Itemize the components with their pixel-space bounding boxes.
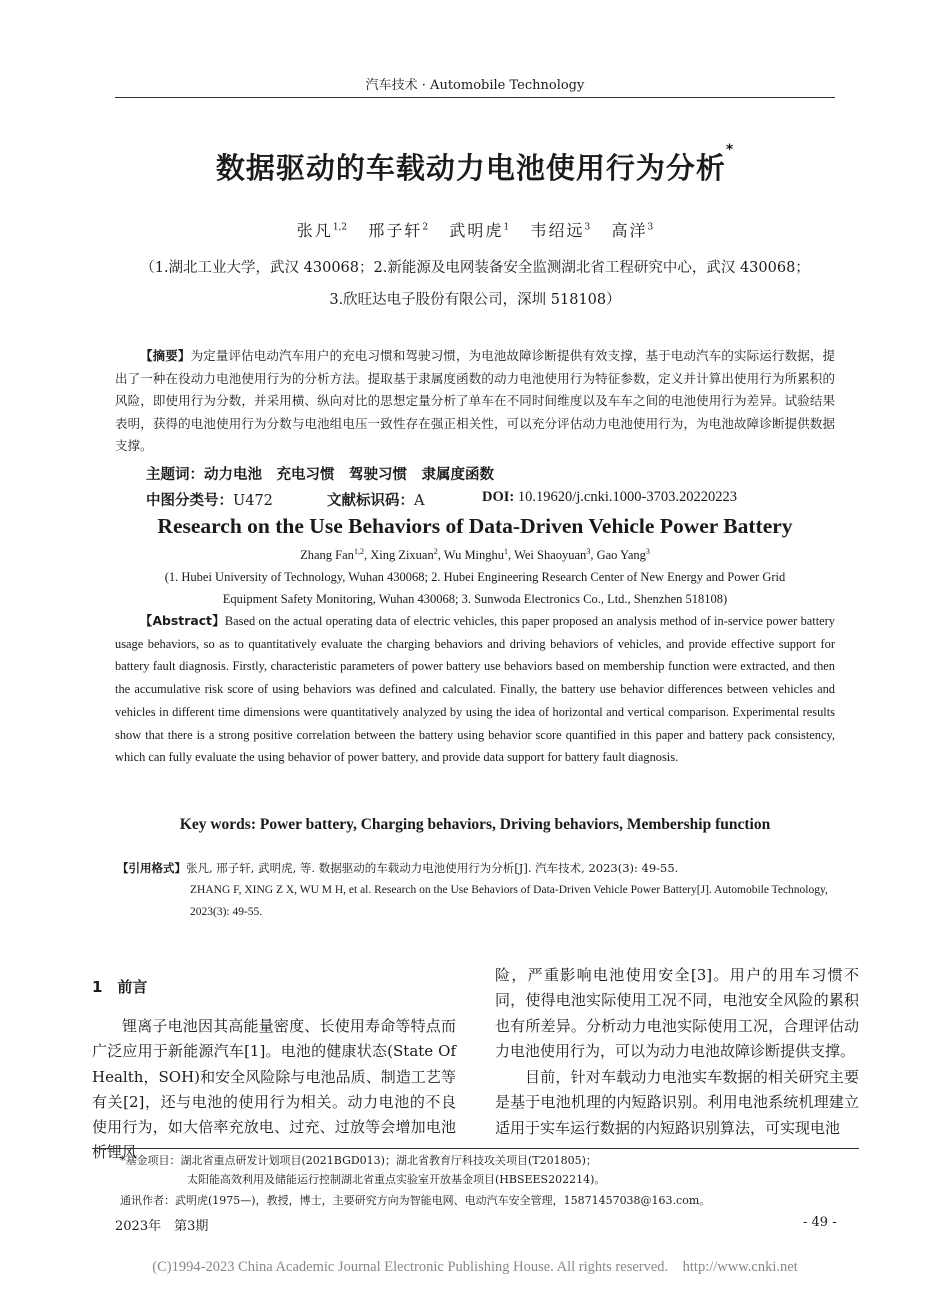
clc-number: 中图分类号：U472 bbox=[146, 493, 273, 509]
author-list bbox=[0, 218, 950, 241]
section-heading: 1 前言 bbox=[92, 978, 148, 996]
fund-footnote: *基金项目：湖北省重点研发计划项目(2021BGD013)；湖北省教育厅科技攻关项目(T201805)； bbox=[120, 1154, 597, 1167]
keywords-cn-text: 动力电池 充电习惯 驾驶习惯 隶属度函数 bbox=[204, 467, 494, 483]
title-footnote-mark: * bbox=[725, 142, 735, 158]
citation-en: ZHANG F, XING Z X, WU M H, et al. Research on the Use Behaviors of Data-Driven Vehicle Power Battery[J]. Automobile Technology, 2023(3): 49-55. bbox=[190, 884, 828, 918]
journal-header: 汽车技术 · Automobile Technology bbox=[365, 78, 585, 93]
doi: DOI: 10.19620/j.cnki.1000-3703.20220223 bbox=[482, 489, 737, 505]
keywords-cn bbox=[146, 463, 494, 484]
copyright-notice: (C)1994-2023 China Academic Journal Electronic Publishing House. All rights reserved. http://www.cnki.net bbox=[152, 1259, 798, 1275]
document-code: 文献标识码：A bbox=[327, 493, 425, 509]
issue-info: 2023年 第3期 bbox=[115, 1219, 209, 1234]
english-author-list: Zhang Fan$^{1,2}$, Xing Zixuan$^2$, Wu Minghu$^1$, Wei Shaoyuan$^3$, Gao Yang$^3$ bbox=[300, 547, 650, 563]
author: 邢子轩$^2$ bbox=[368, 221, 429, 240]
author: 武明虎$^1$ bbox=[449, 221, 510, 240]
keywords-cn-label: 主题词： bbox=[146, 467, 204, 483]
corresponding-author: 通讯作者：武明虎(1975—)，教授，博士，主要研究方向为智能电网、电动汽车安全管理，15871457038@163.com。 bbox=[120, 1194, 711, 1207]
affiliation-line-2: 3.欣旺达电子股份有限公司，深圳 518108） bbox=[329, 292, 621, 308]
abstract-en-label: 【Abstract】 bbox=[139, 613, 225, 628]
paper-title-text: 数据驱动的车载动力电池使用行为分析 bbox=[215, 151, 726, 185]
abstract-cn-label: 【摘要】 bbox=[140, 348, 191, 363]
abstract-en-text: Based on the actual operating data of electric vehicles, this paper proposed an analysis method of in-service power battery usage behaviors, so as to quantitatively evaluate the charging behaviors and driving behaviors of vehicles, and provide effective support for battery fault diagnosis. Firstly, characteristic parameters of power battery use behaviors based on membership function were extracted, and then the accumulative risk score of using behaviors was defined and calculated. Finally, the battery use behavior differences between vehicles and vehicles in different time dimensions were quantitatively analyzed by using the idea of horizontal and vertical comparison. Experimental results show that there is a strong positive correlation between the battery using behavior score quantified in this paper and battery pack consistency, which can fully evaluate the using behavior of power battery, and provide data support for battery fault diagnosis. bbox=[115, 614, 836, 765]
citation-label: 【引用格式】 bbox=[117, 861, 186, 875]
page-number: - 49 - bbox=[803, 1215, 837, 1230]
author: 张凡$^{1,2}$ bbox=[296, 221, 348, 240]
author: 高洋$^3$ bbox=[611, 221, 654, 240]
keywords-en: Key words: Power battery, Charging behaviors, Driving behaviors, Membership function bbox=[179, 816, 771, 833]
english-affiliation-line-1: (1. Hubei University of Technology, Wuhan 430068; 2. Hubei Engineering Research Center of New Energy and Power Grid bbox=[164, 570, 786, 584]
body-paragraph-continued: 险，严重影响电池使用安全[3]。用户的用车习惯不同，使得电池实际使用工况不同，电池安全风险的累积也有所差异。分析动力电池实际使用工况，合理评估动力电池使用行为，可以为动力电池故障诊断提供支撑。 bbox=[495, 966, 859, 1060]
abstract-en bbox=[115, 610, 835, 769]
abstract-cn-text: 为定量评估电动汽车用户的充电习惯和驾驶习惯，为电池故障诊断提供有效支撑，基于电动汽车的实际运行数据，提出了一种在役动力电池使用行为的分析方法。提取基于隶属度函数的动力电池使用行为特征参数，定义并计算出使用行为所累积的风险，即使用行为分数，并采用横、纵向对比的思想定量分析了单车在不同时间维度以及车车之间的电池使用行为差异。试验结果表明，获得的电池使用行为分数与电池组电压一致性存在强正相关性，可以充分评估动力电池使用行为，为电池故障诊断提供数据支撑。 bbox=[115, 348, 835, 453]
citation-cn: 【引用格式】张凡, 邢子轩, 武明虎, 等. 数据驱动的车载动力电池使用行为分析[J]. 汽车技术, 2023(3): 49-55. bbox=[117, 861, 679, 875]
citation-block bbox=[117, 857, 837, 923]
fund-footnote-cont: 太阳能高效利用及储能运行控制湖北省重点实验室开放基金项目(HBSEES202214)。 bbox=[187, 1173, 606, 1186]
affiliation-line-1: （1.湖北工业大学，武汉 430068；2.新能源及电网装备安全监测湖北省工程研究中心，武汉 430068； bbox=[140, 260, 810, 276]
paper-title bbox=[0, 142, 950, 187]
author: 韦绍远$^3$ bbox=[530, 221, 591, 240]
abstract-cn bbox=[115, 345, 835, 458]
header-divider bbox=[115, 97, 835, 98]
english-affiliation-line-2: Equipment Safety Monitoring, Wuhan 430068; 3. Sunwoda Electronics Co., Ltd., Shenzhen 518108) bbox=[222, 592, 728, 606]
body-paragraph: 锂离子电池因其高能量密度、长使用寿命等特点而广泛应用于新能源汽车[1]。电池的健康状态(State Of Health，SOH)和安全风险除与电池品质、制造工艺等有关[2]，还与电池的使用行为相关。动力电池的不良使用行为，如大倍率充放电、过充、过放等会增加电池析锂风 bbox=[92, 1017, 456, 1162]
english-title: Research on the Use Behaviors of Data-Driven Vehicle Power Battery bbox=[157, 514, 793, 538]
footnote-divider bbox=[92, 1148, 859, 1149]
body-paragraph: 目前，针对车载动力电池实车数据的相关研究主要是基于电池机理的内短路识别。利用电池系统机理建立适用于实车运行数据的内短路识别算法，可实现电池 bbox=[495, 1068, 859, 1137]
